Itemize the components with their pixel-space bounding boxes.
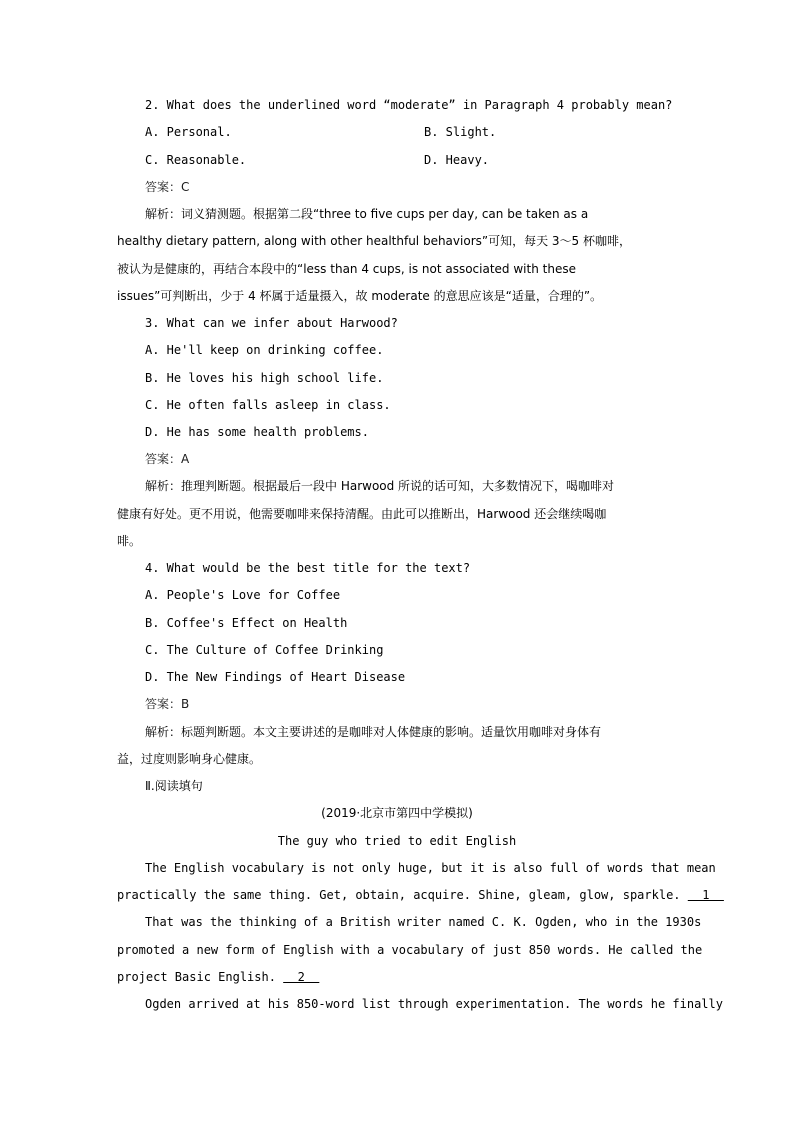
paragraph-line: Ogden arrived at his 850-word list through experimentation. The words he finally <box>145 997 723 1011</box>
answer-label: 答案：B <box>145 697 190 711</box>
option-d: D. Heavy. <box>424 153 490 167</box>
explanation-line: issues”可判断出，少于 4 杯属于适量摄入，故 moderate 的意思应该是“适量，合理的”。 <box>117 289 603 303</box>
section-heading: Ⅱ.阅读填句 <box>145 779 203 793</box>
option-b: B. Slight. <box>424 125 497 139</box>
question-4-stem: 4. What would be the best title for the text? <box>145 561 471 575</box>
paragraph-line <box>117 969 319 985</box>
explanation-line: 解析：标题判断题。本文主要讲述的是咖啡对人体健康的影响。适量饮用咖啡对身体有 <box>145 725 602 739</box>
explanation-line: 解析：推理判断题。根据最后一段中 Harwood 所说的话可知，大多数情况下，喝咖啡对 <box>145 479 615 493</box>
paragraph-text: practically the same thing. Get, obtain, acquire. Shine, gleam, glow, sparkle. <box>117 888 681 902</box>
question-2-stem: 2. What does the underlined word “moderate” in Paragraph 4 probably mean? <box>145 98 673 112</box>
explanation-line: 解析：词义猜测题。根据第二段“three to five cups per day, can be taken as a <box>145 207 589 221</box>
option-a: A. He'll keep on drinking coffee. <box>145 343 384 357</box>
option-b: B. He loves his high school life. <box>145 371 384 385</box>
paragraph-line: The English vocabulary is not only huge, but it is also full of words that mean <box>145 861 716 875</box>
paragraph-line: That was the thinking of a British writer named C. K. Ogden, who in the 1930s <box>145 915 702 929</box>
paragraph-line: promoted a new form of English with a vocabulary of just 850 words. He called the <box>117 943 703 957</box>
option-a: A. Personal. <box>145 125 232 139</box>
question-3-stem: 3. What can we infer about Harwood? <box>145 316 398 330</box>
option-c: C. Reasonable. <box>145 153 247 167</box>
option-a: A. People's Love for Coffee <box>145 588 341 602</box>
blank-1: 1 <box>687 888 724 902</box>
passage-title: The guy who tried to edit English <box>277 834 517 848</box>
explanation-line: healthy dietary pattern, along with other healthful behaviors”可知，每天 3～5 杯咖啡， <box>117 234 631 248</box>
option-c: C. The Culture of Coffee Drinking <box>145 643 384 657</box>
explanation-line: 健康有好处。更不用说，他需要咖啡来保持清醒。由此可以推断出，Harwood 还会继续喝咖 <box>117 507 607 521</box>
explanation-line: 被认为是健康的，再结合本段中的“less than 4 cups, is not associated with these <box>117 262 576 276</box>
explanation-line: 啡。 <box>117 534 142 548</box>
option-d: D. He has some health problems. <box>145 425 369 439</box>
passage-source: (2019·北京市第四中学模拟) <box>321 806 473 820</box>
paragraph-line <box>117 887 724 903</box>
blank-2: 2 <box>283 970 320 984</box>
answer-label: 答案：A <box>145 452 190 466</box>
option-d: D. The New Findings of Heart Disease <box>145 670 406 684</box>
option-b: B. Coffee's Effect on Health <box>145 616 348 630</box>
answer-label: 答案：C <box>145 180 190 194</box>
option-c: C. He often falls asleep in class. <box>145 398 391 412</box>
paragraph-text: project Basic English. <box>117 970 276 984</box>
explanation-line: 益，过度则影响身心健康。 <box>117 752 262 766</box>
